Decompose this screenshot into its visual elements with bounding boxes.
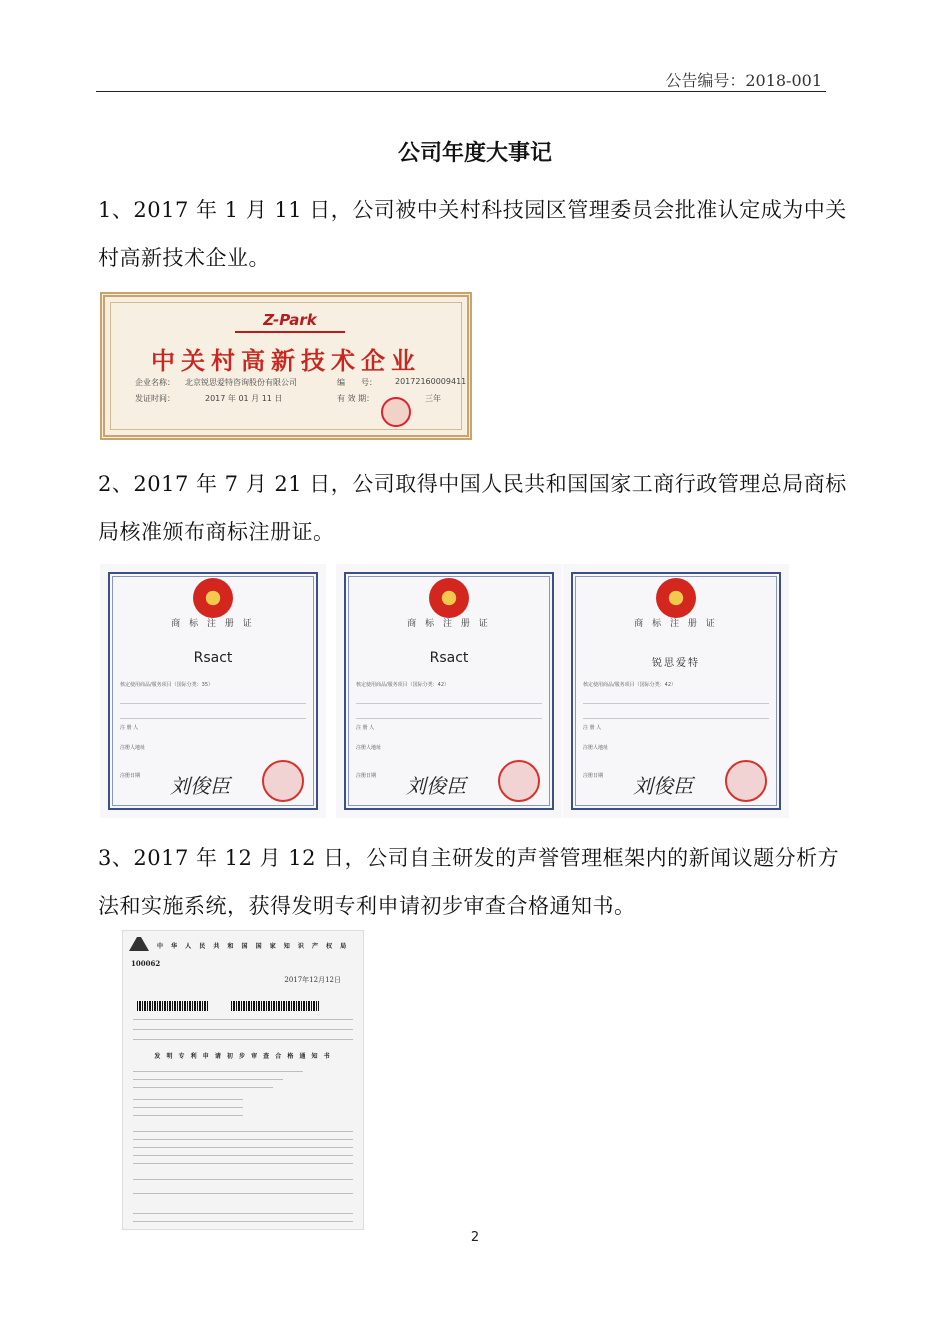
address-label: 注册人地址 [356, 745, 382, 751]
address-label: 注册人地址 [583, 745, 609, 751]
patent-notice-image [122, 930, 364, 1230]
signature: 刘俊臣 [170, 774, 230, 798]
event-paragraph-2: 2、2017 年 7 月 21 日，公司取得中国人民共和国国家工商行政管理总局商标局核准颁布商标注册证。 [98, 472, 847, 544]
issue-date: 2017 年 01 月 11 日 [205, 394, 283, 403]
event-paragraph-3: 3、2017 年 12 月 12 日，公司自主研发的声誉管理框架内的新闻议题分析方法和实施系统，获得发明专利申请初步审查合格通知书。 [98, 846, 840, 918]
valid-period: 三年 [425, 394, 441, 403]
reg-date-label: 注册日期 [583, 773, 604, 779]
reg-date-label: 注册日期 [356, 773, 377, 779]
certificate-body [583, 682, 769, 719]
red-stamp-icon [498, 760, 540, 802]
company-label: 企业名称： [135, 378, 175, 387]
trademark-mark: Rsact [429, 650, 469, 666]
barcode-icon [137, 1001, 209, 1011]
notice-title: 发 明 专 利 申 请 初 步 审 查 合 格 通 知 书 [154, 1053, 332, 1060]
certificate-title: 商 标 注 册 证 [634, 619, 718, 629]
certificate-title: 商 标 注 册 证 [407, 619, 491, 629]
postal-code: 100062 [131, 959, 161, 968]
trademark-mark: 锐思爱特 [652, 658, 700, 669]
red-stamp-icon [262, 760, 304, 802]
company-name: 北京锐思爱特咨询股份有限公司 [185, 378, 297, 387]
national-emblem-icon [656, 578, 696, 618]
trademark-certificate-2 [336, 564, 562, 818]
issue-label: 发证时间： [135, 394, 175, 403]
red-stamp-icon [725, 760, 767, 802]
address-label: 注册人地址 [120, 745, 146, 751]
zpark-certificate-image [100, 292, 472, 440]
red-seal-icon [381, 397, 411, 427]
certificate-body [120, 682, 306, 719]
national-emblem-icon [429, 578, 469, 618]
trademark-certificate-1 [100, 564, 326, 818]
class-line: 核定使用商品/服务项目（国际分类：42） [356, 682, 450, 688]
notice-date: 2017年12月12日 [284, 976, 341, 984]
barcode-icon [231, 1001, 319, 1011]
class-line: 核定使用商品/服务项目（国际分类：42） [583, 682, 677, 688]
header-rule [96, 91, 826, 92]
valid-label: 有 效 期： [337, 394, 375, 403]
number-label: 编 号： [337, 378, 377, 387]
national-emblem-icon [193, 578, 233, 618]
trademark-mark: Rsact [193, 650, 233, 666]
event-paragraph-1: 1、2017 年 1 月 11 日，公司被中关村科技园区管理委员会批准认定成为中关村高新技术企业。 [98, 198, 847, 270]
registrant-label: 注 册 人 [583, 725, 602, 731]
signature: 刘俊臣 [406, 774, 466, 798]
registrant-label: 注 册 人 [120, 725, 139, 731]
class-line: 核定使用商品/服务项目（国际分类：35） [120, 682, 214, 688]
certificate-title: 商 标 注 册 证 [171, 619, 255, 629]
cnipa-logo-icon [129, 937, 149, 951]
registrant-label: 注 册 人 [356, 725, 375, 731]
certificate-body [356, 682, 542, 719]
announcement-number: 公告编号：2018-001 [665, 71, 822, 90]
reg-date-label: 注册日期 [120, 773, 141, 779]
certificate-heading: 中关村高新技术企业 [151, 347, 421, 375]
certificate-number: 20172160009411 [395, 377, 467, 386]
zpark-logo: Z-Park [235, 309, 345, 333]
trademark-certificate-3 [563, 564, 789, 818]
page-title: 公司年度大事记 [397, 141, 552, 166]
signature: 刘俊臣 [633, 774, 693, 798]
patent-office-name: 中 华 人 民 共 和 国 国 家 知 识 产 权 局 [157, 943, 350, 950]
page-number: 2 [470, 1230, 480, 1245]
